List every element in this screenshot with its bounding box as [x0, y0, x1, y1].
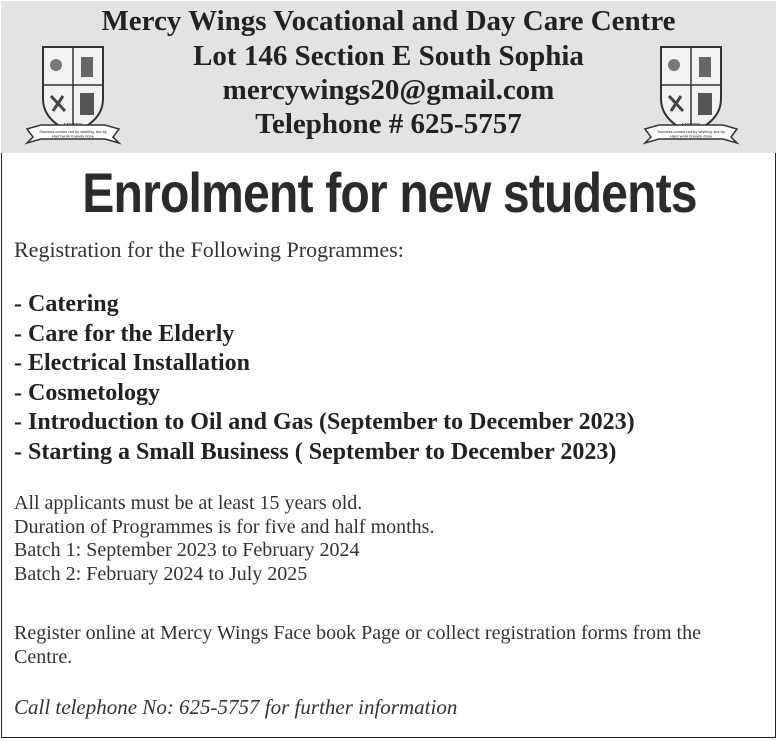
contact-call-line: Call telephone No: 625-5757 for further information: [14, 695, 458, 719]
programme-item: - Electrical Installation: [14, 350, 250, 376]
age-requirement: All applicants must be at least 15 years old.: [14, 492, 363, 514]
programme-item: - Starting a Small Business ( September to December 2023): [14, 438, 617, 465]
programme-item: - Catering: [14, 291, 119, 317]
centre-name: Mercy Wings Vocational and Day Care Centre: [101, 5, 676, 37]
batch-1-info: Batch 1: September 2023 to February 2024: [14, 539, 360, 561]
programme-item: - Introduction to Oil and Gas (September to December 2023): [14, 409, 635, 435]
page-title: Enrolment for new students: [82, 161, 697, 224]
centre-telephone: Telephone # 625-5757: [255, 108, 522, 140]
duration-info: Duration of Programmes is for five and half months.: [14, 515, 435, 538]
svg-text:Hard work bravely done: Hard work bravely done: [51, 133, 95, 139]
crest-logo-left: [23, 41, 123, 151]
crest-logo-right: [641, 41, 741, 151]
centre-address: Lot 146 Section E South Sophia: [193, 40, 584, 72]
batch-2-info: Batch 2: February 2024 to July 2025: [14, 562, 308, 585]
registration-intro: Registration for the Following Programmes:: [14, 237, 404, 262]
svg-text:Success comes not by wishing,: Success comes not by wishing, but by: [657, 129, 725, 134]
header-banner: [1, 1, 776, 153]
centre-email: mercywings20@gmail.com: [222, 74, 555, 106]
programme-item: - Care for the Elderly: [14, 320, 235, 347]
svg-text:Hard work bravely done: Hard work bravely done: [669, 133, 713, 139]
programme-list: [14, 290, 635, 467]
svg-text:Success comes not by wishing,: Success comes not by wishing, but by: [39, 129, 107, 134]
requirements-block: [14, 492, 434, 586]
registration-instructions: Register online at Mercy Wings Face book Page or collect registration forms from the Centre.: [14, 622, 701, 668]
programme-item: - Cosmetology: [14, 379, 160, 406]
